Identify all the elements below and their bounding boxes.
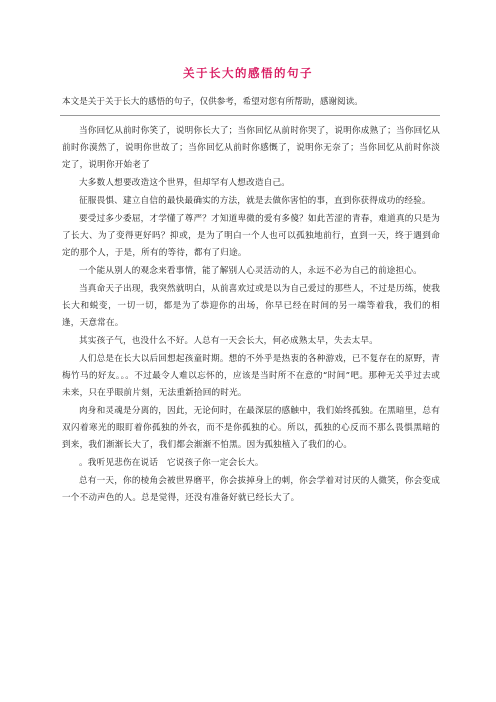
document-body <box>62 123 440 508</box>
divider-line <box>60 115 440 116</box>
paragraph: 当你回忆从前时你笑了，说明你长大了；当你回忆从前时你哭了，说明你成熟了；当你回忆从前时你漠然了，说明你世故了；当你回忆从前时你感慨了，说明你无奈了；当你回忆从前时你淡定了，说明你开始老了 <box>62 126 440 170</box>
paragraph: 大多数人想要改造这个世界，但却罕有人想改造自己。 <box>79 178 291 188</box>
paragraph: 总有一天，你的棱角会被世界磨平，你会拔掉身上的刺，你会学着对讨厌的人微笑，你会变成一个不动声色的人。总是觉得，还没有准备好就已经长大了。 <box>62 476 440 503</box>
paragraph: 人们总是在长大以后回想起孩童时期。想的不外乎是热衷的各种游戏，已不复存在的原野，青梅竹马的好友。。。不过最令人难以忘怀的，应该是当时所不在意的“时间”吧。那种无关乎过去或未来，只在乎眼前片刻，无法重新拾回的时光。 <box>62 354 440 398</box>
paragraph: 其实孩子气，也没什么不好。人总有一天会长大，何必成熟太早，失去太早。 <box>79 336 378 346</box>
paragraph: 一个能从别人的观念来看事情，能了解别人心灵活动的人，永远不必为自己的前途担心。 <box>79 266 422 276</box>
paragraph: 。我听见悲伤在说话 它说孩子你一定会长大。 <box>79 458 264 468</box>
paragraph: 肉身和灵魂是分离的，因此，无论何时，在最深层的感触中，我们始终孤独。在黑暗里，总有双闪着寒光的眼盯着你孤独的外衣，而不是你孤独的心。所以，孤独的心反而不那么畏惧黑暗的到来，我们渐渐长大了，我们都会渐渐不怕黑。因为孤独植入了我们的心。 <box>62 406 440 450</box>
paragraph: 当真命天子出现，我突然就明白，从前喜欢过或是以为自己爱过的那些人，不过是历练，使我长大和蜕变，一切一切，都是为了恭迎你的出场，你早已经在时间的另一端等着我，我们的相逢，天意常在。 <box>62 284 440 328</box>
document-intro: 本文是关于关于长大的感悟的句子，仅供参考，希望对您有所帮助，感谢阅读。 <box>62 97 363 107</box>
document-title: 关于长大的感悟的句子 <box>183 66 313 80</box>
paragraph: 要受过多少委屈，才学懂了尊严？才知道卑微的爱有多傻？如此苦涩的青春，难道真的只是为了长大、为了变得更好吗？抑或，是为了明白一个人也可以孤独地前行，直到一天，终于遇到命定的那个人，于是，所有的等待，都有了归途。 <box>62 214 440 258</box>
paragraph: 征服畏惧、建立自信的最快最确实的方法，就是去做你害怕的事，直到你获得成功的经验。 <box>79 196 431 206</box>
